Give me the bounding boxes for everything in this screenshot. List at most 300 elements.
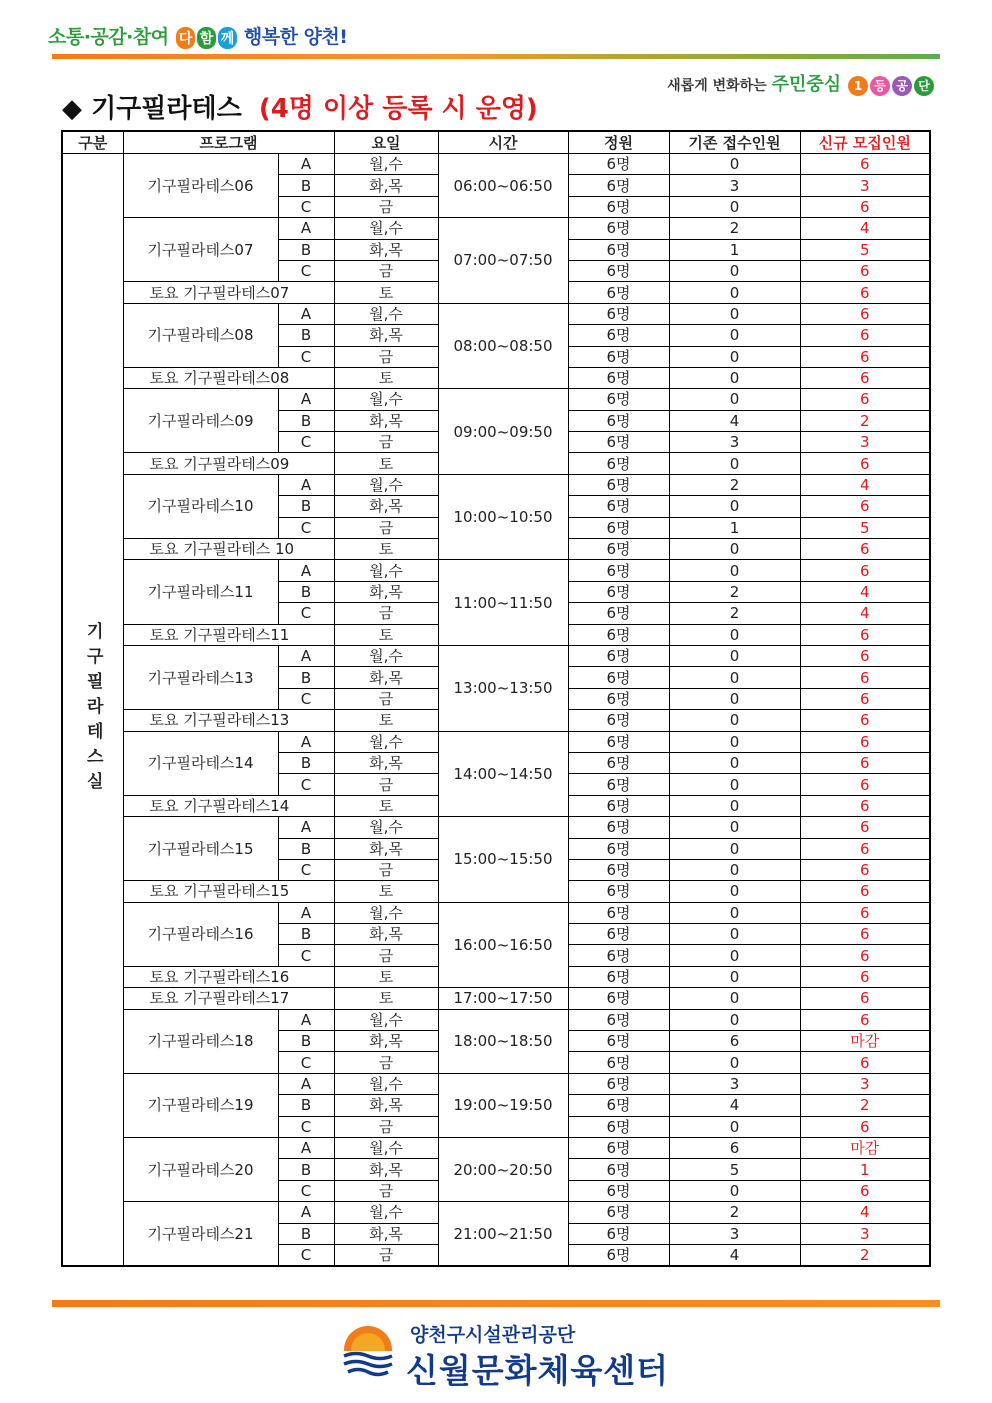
day-cell: 금 <box>334 432 438 453</box>
table-row <box>62 1137 930 1158</box>
day-cell: 화,목 <box>334 1223 438 1244</box>
current-cell: 0 <box>669 303 800 324</box>
section-cell: B <box>278 1223 334 1244</box>
day-cell: 화,목 <box>334 1159 438 1180</box>
page-title <box>62 88 538 125</box>
day-cell: 화,목 <box>334 496 438 517</box>
current-cell: 0 <box>669 560 800 581</box>
new-cell: 6 <box>800 795 930 816</box>
current-cell: 0 <box>669 282 800 303</box>
capacity-cell: 6명 <box>568 453 669 474</box>
day-cell: 금 <box>334 1180 438 1201</box>
new-cell: 6 <box>800 282 930 303</box>
day-cell: 토 <box>334 881 438 902</box>
slogan-badge-2: 함 <box>197 27 216 49</box>
table-row <box>62 1009 930 1030</box>
capacity-cell: 6명 <box>568 303 669 324</box>
section-cell: A <box>278 1009 334 1030</box>
section-cell: B <box>278 838 334 859</box>
new-cell: 3 <box>800 1223 930 1244</box>
section-cell: A <box>278 1202 334 1223</box>
new-cell: 6 <box>800 389 930 410</box>
section-cell: A <box>278 303 334 324</box>
section-cell: B <box>278 175 334 196</box>
new-cell: 6 <box>800 688 930 709</box>
capacity-cell: 6명 <box>568 795 669 816</box>
section-cell: A <box>278 154 334 175</box>
current-cell: 0 <box>669 988 800 1009</box>
sub-big: 주민중심 <box>771 74 842 95</box>
category-cell: 기구필라테스실 <box>62 154 123 1267</box>
current-cell: 0 <box>669 1052 800 1073</box>
day-cell: 월,수 <box>334 902 438 923</box>
header-time: 시간 <box>438 131 568 154</box>
capacity-cell: 6명 <box>568 367 669 388</box>
new-cell: 6 <box>800 817 930 838</box>
slogan-badge-3: 께 <box>218 27 237 49</box>
footer-center: 신월문화체육센터 <box>406 1351 670 1390</box>
new-cell: 6 <box>800 1052 930 1073</box>
capacity-cell: 6명 <box>568 282 669 303</box>
program-name: 기구필라테스18 <box>123 1009 278 1073</box>
capacity-cell: 6명 <box>568 154 669 175</box>
day-cell: 금 <box>334 688 438 709</box>
capacity-cell: 6명 <box>568 496 669 517</box>
current-cell: 1 <box>669 239 800 260</box>
section-cell: C <box>278 774 334 795</box>
current-cell: 0 <box>669 795 800 816</box>
current-cell: 0 <box>669 453 800 474</box>
slogan-badge-1: 다 <box>176 27 195 49</box>
day-cell: 화,목 <box>334 325 438 346</box>
capacity-cell: 6명 <box>568 410 669 431</box>
current-cell: 0 <box>669 346 800 367</box>
current-cell: 0 <box>669 924 800 945</box>
capacity-cell: 6명 <box>568 1180 669 1201</box>
program-name: 기구필라테스15 <box>123 817 278 881</box>
day-cell: 금 <box>334 260 438 281</box>
day-cell: 금 <box>334 1052 438 1073</box>
current-cell: 0 <box>669 196 800 217</box>
time-cell: 19:00~19:50 <box>438 1073 568 1137</box>
time-cell: 11:00~11:50 <box>438 560 568 646</box>
day-cell: 월,수 <box>334 474 438 495</box>
new-cell: 6 <box>800 667 930 688</box>
section-cell: C <box>278 688 334 709</box>
section-cell: A <box>278 1137 334 1158</box>
header-divider <box>52 54 940 59</box>
section-cell: C <box>278 1116 334 1137</box>
section-cell: B <box>278 239 334 260</box>
new-cell: 6 <box>800 988 930 1009</box>
new-cell: 2 <box>800 1244 930 1266</box>
time-cell: 14:00~14:50 <box>438 731 568 817</box>
time-cell: 10:00~10:50 <box>438 474 568 560</box>
section-cell: A <box>278 1073 334 1094</box>
title-bullet: ◆ <box>62 94 82 124</box>
new-cell: 6 <box>800 560 930 581</box>
capacity-cell: 6명 <box>568 731 669 752</box>
time-cell: 21:00~21:50 <box>438 1202 568 1267</box>
day-cell: 화,목 <box>334 410 438 431</box>
current-cell: 0 <box>669 859 800 880</box>
schedule-table <box>61 130 931 1267</box>
capacity-cell: 6명 <box>568 560 669 581</box>
current-cell: 0 <box>669 881 800 902</box>
day-cell: 월,수 <box>334 389 438 410</box>
title-main: 기구필라테스 <box>91 94 242 124</box>
day-cell: 금 <box>334 603 438 624</box>
header-current: 기존 접수인원 <box>669 131 800 154</box>
section-cell: C <box>278 1052 334 1073</box>
section-cell: C <box>278 517 334 538</box>
section-cell: C <box>278 1244 334 1266</box>
capacity-cell: 6명 <box>568 539 669 560</box>
capacity-cell: 6명 <box>568 432 669 453</box>
section-cell: A <box>278 389 334 410</box>
new-cell: 6 <box>800 154 930 175</box>
saturday-program-name: 토요 기구필라테스 10 <box>123 539 334 560</box>
current-cell: 2 <box>669 1202 800 1223</box>
capacity-cell: 6명 <box>568 624 669 645</box>
day-cell: 화,목 <box>334 667 438 688</box>
current-cell: 0 <box>669 260 800 281</box>
time-cell: 07:00~07:50 <box>438 218 568 304</box>
section-cell: A <box>278 474 334 495</box>
new-cell: 5 <box>800 517 930 538</box>
current-cell: 0 <box>669 389 800 410</box>
table-row <box>62 817 930 838</box>
capacity-cell: 6명 <box>568 1137 669 1158</box>
table-body <box>62 154 930 1267</box>
table-row <box>62 389 930 410</box>
time-cell: 06:00~06:50 <box>438 154 568 218</box>
day-cell: 화,목 <box>334 175 438 196</box>
capacity-cell: 6명 <box>568 881 669 902</box>
table-row <box>62 645 930 666</box>
new-cell: 1 <box>800 1159 930 1180</box>
capacity-cell: 6명 <box>568 710 669 731</box>
new-cell: 6 <box>800 645 930 666</box>
current-cell: 5 <box>669 1159 800 1180</box>
capacity-cell: 6명 <box>568 1031 669 1052</box>
new-cell: 6 <box>800 325 930 346</box>
current-cell: 2 <box>669 603 800 624</box>
table-row <box>62 218 930 239</box>
capacity-cell: 6명 <box>568 325 669 346</box>
current-cell: 0 <box>669 902 800 923</box>
current-cell: 3 <box>669 432 800 453</box>
new-cell: 3 <box>800 432 930 453</box>
capacity-cell: 6명 <box>568 474 669 495</box>
day-cell: 월,수 <box>334 1137 438 1158</box>
section-cell: B <box>278 1095 334 1116</box>
capacity-cell: 6명 <box>568 1052 669 1073</box>
day-cell: 토 <box>334 282 438 303</box>
new-cell: 6 <box>800 1009 930 1030</box>
table-row <box>62 731 930 752</box>
header-program: 프로그램 <box>123 131 334 154</box>
current-cell: 6 <box>669 1137 800 1158</box>
section-cell: A <box>278 645 334 666</box>
table-row <box>62 1073 930 1094</box>
current-cell: 0 <box>669 710 800 731</box>
section-cell: B <box>278 1031 334 1052</box>
footer-divider <box>52 1300 940 1307</box>
capacity-cell: 6명 <box>568 838 669 859</box>
current-cell: 3 <box>669 1073 800 1094</box>
capacity-cell: 6명 <box>568 1095 669 1116</box>
new-cell: 6 <box>800 496 930 517</box>
new-cell: 2 <box>800 410 930 431</box>
current-cell: 2 <box>669 474 800 495</box>
day-cell: 토 <box>334 710 438 731</box>
day-cell: 월,수 <box>334 645 438 666</box>
current-cell: 4 <box>669 410 800 431</box>
time-cell: 13:00~13:50 <box>438 645 568 731</box>
current-cell: 0 <box>669 752 800 773</box>
program-name: 기구필라테스19 <box>123 1073 278 1137</box>
section-cell: A <box>278 731 334 752</box>
capacity-cell: 6명 <box>568 1223 669 1244</box>
capacity-cell: 6명 <box>568 774 669 795</box>
new-cell: 6 <box>800 881 930 902</box>
day-cell: 금 <box>334 1116 438 1137</box>
section-cell: C <box>278 603 334 624</box>
day-cell: 금 <box>334 1244 438 1266</box>
saturday-program-name: 토요 기구필라테스15 <box>123 881 334 902</box>
title-note: (4명 이상 등록 시 운영) <box>258 94 538 124</box>
current-cell: 0 <box>669 624 800 645</box>
current-cell: 0 <box>669 838 800 859</box>
slogan-part3: 행복한 양천! <box>243 26 348 48</box>
new-cell: 6 <box>800 902 930 923</box>
time-cell: 18:00~18:50 <box>438 1009 568 1073</box>
new-cell: 4 <box>800 581 930 602</box>
new-cell: 5 <box>800 239 930 260</box>
capacity-cell: 6명 <box>568 603 669 624</box>
table-row <box>62 1202 930 1223</box>
sub-circle-3: 공 <box>892 76 912 96</box>
new-cell: 4 <box>800 1202 930 1223</box>
current-cell: 6 <box>669 1031 800 1052</box>
section-cell: B <box>278 1159 334 1180</box>
saturday-program-name: 토요 기구필라테스13 <box>123 710 334 731</box>
capacity-cell: 6명 <box>568 1159 669 1180</box>
program-name: 기구필라테스06 <box>123 154 278 218</box>
section-cell: C <box>278 196 334 217</box>
new-cell: 6 <box>800 367 930 388</box>
day-cell: 화,목 <box>334 581 438 602</box>
new-cell: 6 <box>800 731 930 752</box>
sub-circle-1: 1 <box>848 76 868 96</box>
header-category: 구분 <box>62 131 123 154</box>
current-cell: 3 <box>669 1223 800 1244</box>
current-cell: 0 <box>669 1116 800 1137</box>
capacity-cell: 6명 <box>568 667 669 688</box>
capacity-cell: 6명 <box>568 581 669 602</box>
new-cell: 6 <box>800 924 930 945</box>
section-cell: A <box>278 218 334 239</box>
program-name: 기구필라테스13 <box>123 645 278 709</box>
saturday-program-name: 토요 기구필라테스11 <box>123 624 334 645</box>
current-cell: 0 <box>669 539 800 560</box>
section-cell: A <box>278 902 334 923</box>
current-cell: 0 <box>669 667 800 688</box>
program-name: 기구필라테스11 <box>123 560 278 624</box>
current-cell: 0 <box>669 367 800 388</box>
time-cell: 17:00~17:50 <box>438 988 568 1009</box>
section-cell: B <box>278 581 334 602</box>
section-cell: C <box>278 1180 334 1201</box>
new-cell: 4 <box>800 603 930 624</box>
section-cell: C <box>278 260 334 281</box>
day-cell: 토 <box>334 795 438 816</box>
table-header-row <box>62 131 930 154</box>
program-name: 기구필라테스08 <box>123 303 278 367</box>
new-cell: 6 <box>800 774 930 795</box>
new-cell: 6 <box>800 838 930 859</box>
day-cell: 화,목 <box>334 1031 438 1052</box>
day-cell: 월,수 <box>334 303 438 324</box>
table-row <box>62 154 930 175</box>
capacity-cell: 6명 <box>568 902 669 923</box>
day-cell: 화,목 <box>334 239 438 260</box>
current-cell: 2 <box>669 581 800 602</box>
section-cell: B <box>278 496 334 517</box>
program-name: 토요 기구필라테스17 <box>123 988 334 1009</box>
section-cell: B <box>278 325 334 346</box>
program-name: 기구필라테스07 <box>123 218 278 282</box>
capacity-cell: 6명 <box>568 196 669 217</box>
capacity-cell: 6명 <box>568 966 669 987</box>
time-cell: 20:00~20:50 <box>438 1137 568 1201</box>
current-cell: 0 <box>669 496 800 517</box>
day-cell: 금 <box>334 196 438 217</box>
day-cell: 월,수 <box>334 154 438 175</box>
capacity-cell: 6명 <box>568 817 669 838</box>
current-cell: 0 <box>669 645 800 666</box>
section-cell: A <box>278 560 334 581</box>
section-cell: B <box>278 752 334 773</box>
new-cell: 6 <box>800 453 930 474</box>
time-cell: 16:00~16:50 <box>438 902 568 988</box>
capacity-cell: 6명 <box>568 988 669 1009</box>
time-cell: 15:00~15:50 <box>438 817 568 903</box>
table-row <box>62 303 930 324</box>
capacity-cell: 6명 <box>568 945 669 966</box>
new-cell: 4 <box>800 474 930 495</box>
sun-wave-logo-icon <box>340 1324 396 1380</box>
day-cell: 월,수 <box>334 560 438 581</box>
new-cell: 6 <box>800 624 930 645</box>
day-cell: 토 <box>334 453 438 474</box>
current-cell: 0 <box>669 688 800 709</box>
slogan-part1: 소통·공감·참여 <box>48 26 169 48</box>
current-cell: 0 <box>669 1180 800 1201</box>
current-cell: 0 <box>669 774 800 795</box>
current-cell: 0 <box>669 945 800 966</box>
capacity-cell: 6명 <box>568 389 669 410</box>
capacity-cell: 6명 <box>568 346 669 367</box>
day-cell: 토 <box>334 367 438 388</box>
day-cell: 금 <box>334 945 438 966</box>
capacity-cell: 6명 <box>568 175 669 196</box>
current-cell: 0 <box>669 325 800 346</box>
new-cell: 6 <box>800 859 930 880</box>
saturday-program-name: 토요 기구필라테스09 <box>123 453 334 474</box>
program-name: 기구필라테스10 <box>123 474 278 538</box>
saturday-program-name: 토요 기구필라테스07 <box>123 282 334 303</box>
capacity-cell: 6명 <box>568 859 669 880</box>
capacity-cell: 6명 <box>568 752 669 773</box>
program-name: 기구필라테스21 <box>123 1202 278 1267</box>
new-cell: 6 <box>800 710 930 731</box>
sub-circle-4: 단 <box>914 76 934 96</box>
day-cell: 월,수 <box>334 1009 438 1030</box>
day-cell: 토 <box>334 539 438 560</box>
program-name: 기구필라테스14 <box>123 731 278 795</box>
new-cell: 마감 <box>800 1137 930 1158</box>
new-cell: 6 <box>800 260 930 281</box>
new-cell: 2 <box>800 1095 930 1116</box>
new-cell: 4 <box>800 218 930 239</box>
day-cell: 토 <box>334 624 438 645</box>
new-cell: 6 <box>800 346 930 367</box>
day-cell: 화,목 <box>334 838 438 859</box>
capacity-cell: 6명 <box>568 517 669 538</box>
section-cell: B <box>278 410 334 431</box>
program-name: 기구필라테스20 <box>123 1137 278 1201</box>
capacity-cell: 6명 <box>568 218 669 239</box>
header-day: 요일 <box>334 131 438 154</box>
day-cell: 월,수 <box>334 731 438 752</box>
current-cell: 0 <box>669 154 800 175</box>
header-subtitle <box>667 70 934 96</box>
section-cell: C <box>278 432 334 453</box>
day-cell: 월,수 <box>334 218 438 239</box>
day-cell: 토 <box>334 988 438 1009</box>
new-cell: 3 <box>800 175 930 196</box>
current-cell: 0 <box>669 1009 800 1030</box>
new-cell: 6 <box>800 966 930 987</box>
new-cell: 6 <box>800 196 930 217</box>
current-cell: 3 <box>669 175 800 196</box>
section-cell: A <box>278 817 334 838</box>
current-cell: 4 <box>669 1244 800 1266</box>
header-slogan <box>48 22 347 49</box>
day-cell: 화,목 <box>334 752 438 773</box>
new-cell: 6 <box>800 945 930 966</box>
capacity-cell: 6명 <box>568 645 669 666</box>
day-cell: 토 <box>334 966 438 987</box>
capacity-cell: 6명 <box>568 688 669 709</box>
new-cell: 6 <box>800 1116 930 1137</box>
current-cell: 0 <box>669 817 800 838</box>
capacity-cell: 6명 <box>568 1073 669 1094</box>
current-cell: 0 <box>669 731 800 752</box>
capacity-cell: 6명 <box>568 239 669 260</box>
current-cell: 1 <box>669 517 800 538</box>
new-cell: 6 <box>800 752 930 773</box>
program-name: 기구필라테스09 <box>123 389 278 453</box>
table-row <box>62 560 930 581</box>
new-cell: 6 <box>800 303 930 324</box>
saturday-program-name: 토요 기구필라테스16 <box>123 966 334 987</box>
new-cell: 마감 <box>800 1031 930 1052</box>
capacity-cell: 6명 <box>568 1244 669 1266</box>
section-cell: C <box>278 945 334 966</box>
